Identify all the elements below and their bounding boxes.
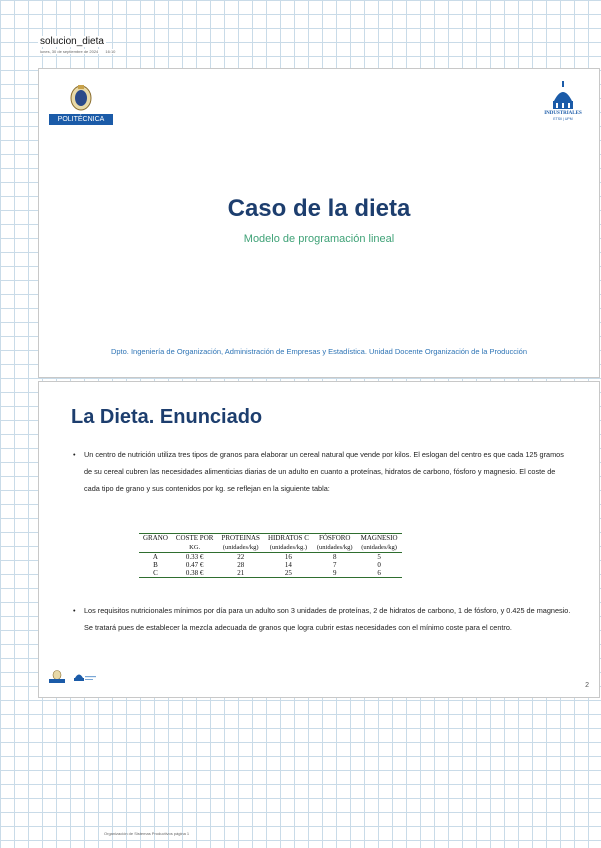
column-header: PROTEINAS <box>217 534 264 544</box>
footer-note: Organización de Sistemas Productivos página 1 <box>104 831 190 836</box>
slide-subtitle: Modelo de programación lineal <box>243 233 395 245</box>
dome-icon <box>550 81 576 111</box>
footer-logos <box>49 670 99 684</box>
column-subheader: (unidades/kg) <box>357 543 402 553</box>
table-cell: B <box>153 561 158 569</box>
table-cell: 14 <box>284 561 292 569</box>
table-subheader-row <box>139 543 402 553</box>
table-cell: 8 <box>332 553 337 561</box>
column-subheader: (unidades/kg) <box>217 543 264 553</box>
column-subheader: (unidades/kg) <box>313 543 357 553</box>
bullet-paragraph-2 <box>73 602 573 636</box>
industriales-logo-name: INDUSTRIALES <box>544 111 582 116</box>
slide-2 <box>38 381 600 698</box>
slide-1 <box>38 68 600 378</box>
industriales-logo <box>535 81 591 131</box>
table-header-row <box>139 534 402 544</box>
column-header: FÓSFORO <box>313 534 357 544</box>
table-cell: 0.47 € <box>185 561 204 569</box>
table-cell: C <box>139 569 172 578</box>
column-subheader: KG. <box>172 543 218 553</box>
bullet-icon: • <box>73 450 76 459</box>
table-cell: 9 <box>313 569 357 578</box>
table-cell: 7 <box>332 561 337 569</box>
upm-logo <box>49 81 113 127</box>
column-subheader <box>139 543 172 553</box>
table-cell: 5 <box>377 553 381 561</box>
slide-footer: Dpto. Ingeniería de Organización, Administración de Empresas y Estadística. Unidad Docente Organización de la Producción <box>110 347 528 356</box>
table-cell: 21 <box>217 569 264 578</box>
column-header: MAGNESIO <box>357 534 402 544</box>
table-cell: 0 <box>377 561 381 569</box>
industriales-logo-sub: ETSII | UPM <box>553 117 573 121</box>
document-time: 16:10 <box>105 49 116 54</box>
document-datetime <box>38 49 123 54</box>
table-cell: 22 <box>237 553 245 561</box>
document-date: lunes, 30 de septiembre de 2024 <box>40 49 99 54</box>
industriales-mini-logo-icon <box>73 670 97 683</box>
column-header: GRANO <box>139 534 172 544</box>
table-row <box>139 561 402 569</box>
page-number: 2 <box>585 682 589 689</box>
bullet-paragraph-1 <box>73 446 573 497</box>
paragraph-text: Los requisitos nutricionales mínimos por día para un adulto son 3 unidades de proteínas, 2 de hidratos de carbono, 1 de fósforo, y 0.425 de magnesio. Se tratará pues de establecer la mezcla adecuada de granos que logra cubrir estas necesidades con el mínimo coste para el centro. <box>84 606 571 632</box>
slide-title: Caso de la dieta <box>227 195 411 222</box>
column-subheader: (unidades/kg.) <box>264 543 313 553</box>
upm-mini-logo-icon <box>49 670 65 683</box>
table-cell: 6 <box>357 569 402 578</box>
slide-title: La Dieta. Enunciado <box>71 406 263 428</box>
upm-crest-icon <box>69 83 93 111</box>
table-cell: 0.33 € <box>185 553 204 561</box>
table-cell: 0.38 € <box>172 569 218 578</box>
table-cell: 25 <box>264 569 313 578</box>
table-row <box>139 553 402 562</box>
table-cell: 16 <box>284 553 292 561</box>
table-cell: A <box>152 553 158 561</box>
nutrition-table <box>139 533 402 578</box>
bullet-icon: • <box>73 606 76 615</box>
column-header: COSTE POR <box>172 534 218 544</box>
document-title: solucion_dieta <box>40 36 104 47</box>
upm-logo-text: POLITÉCNICA <box>49 114 113 125</box>
table-cell: 28 <box>237 561 245 569</box>
table-row <box>139 569 402 578</box>
column-header: HIDRATOS C <box>264 534 313 544</box>
paragraph-text: Un centro de nutrición utiliza tres tipos de granos para elaborar un cereal natural que vende por kilos. El eslogan del centro es que cada 125 gramos de su cereal cubren las necesidades alimenticias diarias de un adulto en cuanto a proteínas, hidratos de carbono, fósforo y magnesio. El coste de cada tipo de grano y sus contenidos por kg. se reflejan en la siguiente tabla: <box>84 450 564 493</box>
